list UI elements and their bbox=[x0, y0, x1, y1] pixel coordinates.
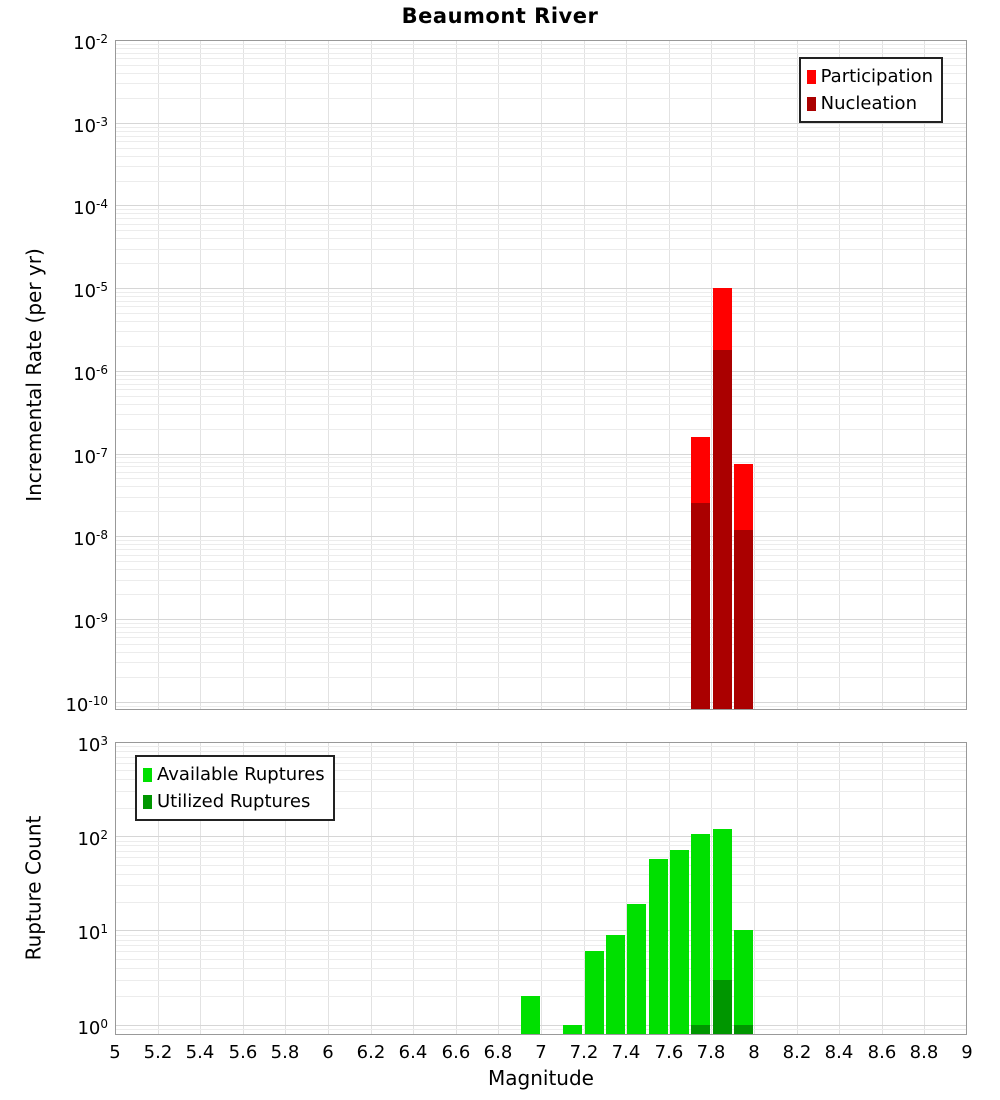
available-ruptures-bar bbox=[606, 935, 625, 1034]
x-tick-label: 7.2 bbox=[569, 1042, 599, 1063]
x-tick-label: 7 bbox=[535, 1042, 547, 1063]
y-tick-label: $10^3$ bbox=[77, 734, 108, 756]
x-tick-label: 5 bbox=[109, 1042, 121, 1063]
legend-label: Available Ruptures bbox=[157, 764, 325, 785]
utilized-ruptures-bar bbox=[734, 1025, 753, 1034]
legend-item bbox=[807, 90, 933, 117]
legend-label: Utilized Ruptures bbox=[157, 791, 311, 812]
count-plot-area bbox=[115, 742, 967, 1035]
x-tick-label: 8.4 bbox=[824, 1042, 854, 1063]
grid bbox=[115, 40, 967, 710]
y-tick-label: $10^{-5}$ bbox=[73, 280, 108, 302]
y-tick-label: $10^{-9}$ bbox=[73, 611, 108, 633]
utilized-ruptures-bar bbox=[691, 1025, 710, 1034]
legend-swatch-icon bbox=[807, 70, 816, 84]
x-tick-label: 8.2 bbox=[782, 1042, 812, 1063]
x-tick-label: 5.2 bbox=[143, 1042, 173, 1063]
available-ruptures-bar bbox=[627, 904, 646, 1034]
y-axis-title-count: Rupture Count bbox=[21, 815, 46, 961]
available-ruptures-bar bbox=[521, 996, 540, 1034]
x-axis-title: Magnitude bbox=[488, 1066, 594, 1090]
nucleation-bar bbox=[691, 503, 710, 709]
chart-title: Beaumont River bbox=[401, 4, 599, 28]
y-tick-label: $10^{-10}$ bbox=[65, 694, 108, 716]
x-tick-label: 6.4 bbox=[398, 1042, 428, 1063]
x-tick-label: 7.6 bbox=[654, 1042, 684, 1063]
x-tick-label: 5.4 bbox=[185, 1042, 215, 1063]
legend-label: Nucleation bbox=[820, 93, 917, 114]
available-ruptures-bar bbox=[585, 951, 604, 1034]
available-ruptures-bar bbox=[649, 859, 668, 1034]
x-tick-label: 6.6 bbox=[441, 1042, 471, 1063]
x-tick-label: 8.8 bbox=[909, 1042, 939, 1063]
available-ruptures-bar bbox=[670, 850, 689, 1034]
legend-item bbox=[143, 761, 325, 788]
x-tick-label: 8.6 bbox=[867, 1042, 897, 1063]
legend bbox=[799, 57, 943, 123]
x-tick-label: 6 bbox=[322, 1042, 334, 1063]
y-tick-label: $10^0$ bbox=[77, 1017, 108, 1039]
nucleation-bar bbox=[734, 530, 753, 709]
x-tick-label: 5.8 bbox=[270, 1042, 300, 1063]
y-axis-title-rate: Incremental Rate (per yr) bbox=[22, 248, 46, 502]
x-tick-label: 9 bbox=[961, 1042, 973, 1063]
y-tick-label: $10^{-7}$ bbox=[73, 446, 108, 468]
y-tick-label: $10^{-2}$ bbox=[73, 32, 108, 54]
nucleation-bar bbox=[713, 350, 732, 709]
rate-plot-area bbox=[115, 40, 967, 710]
y-tick-label: $10^{-8}$ bbox=[73, 528, 108, 550]
legend-item bbox=[143, 788, 325, 815]
legend-swatch-icon bbox=[143, 795, 152, 809]
x-tick-label: 7.4 bbox=[611, 1042, 641, 1063]
y-tick-label: $10^{-6}$ bbox=[73, 363, 108, 385]
y-tick-label: $10^{-4}$ bbox=[73, 197, 108, 219]
legend bbox=[135, 755, 335, 821]
available-ruptures-bar bbox=[734, 930, 753, 1034]
legend-swatch-icon bbox=[807, 97, 816, 111]
x-tick-label: 8 bbox=[748, 1042, 760, 1063]
legend-swatch-icon bbox=[143, 768, 152, 782]
utilized-ruptures-bar bbox=[713, 980, 732, 1034]
available-ruptures-bar bbox=[563, 1025, 582, 1034]
legend-label: Participation bbox=[820, 66, 933, 87]
y-tick-label: $10^{-3}$ bbox=[73, 115, 108, 137]
x-tick-label: 6.8 bbox=[483, 1042, 513, 1063]
y-tick-label: $10^2$ bbox=[77, 828, 108, 850]
x-tick-label: 6.2 bbox=[356, 1042, 386, 1063]
legend-item bbox=[807, 63, 933, 90]
x-tick-label: 5.6 bbox=[228, 1042, 258, 1063]
y-tick-label: $10^1$ bbox=[77, 922, 108, 944]
x-tick-label: 7.8 bbox=[696, 1042, 726, 1063]
available-ruptures-bar bbox=[691, 834, 710, 1034]
